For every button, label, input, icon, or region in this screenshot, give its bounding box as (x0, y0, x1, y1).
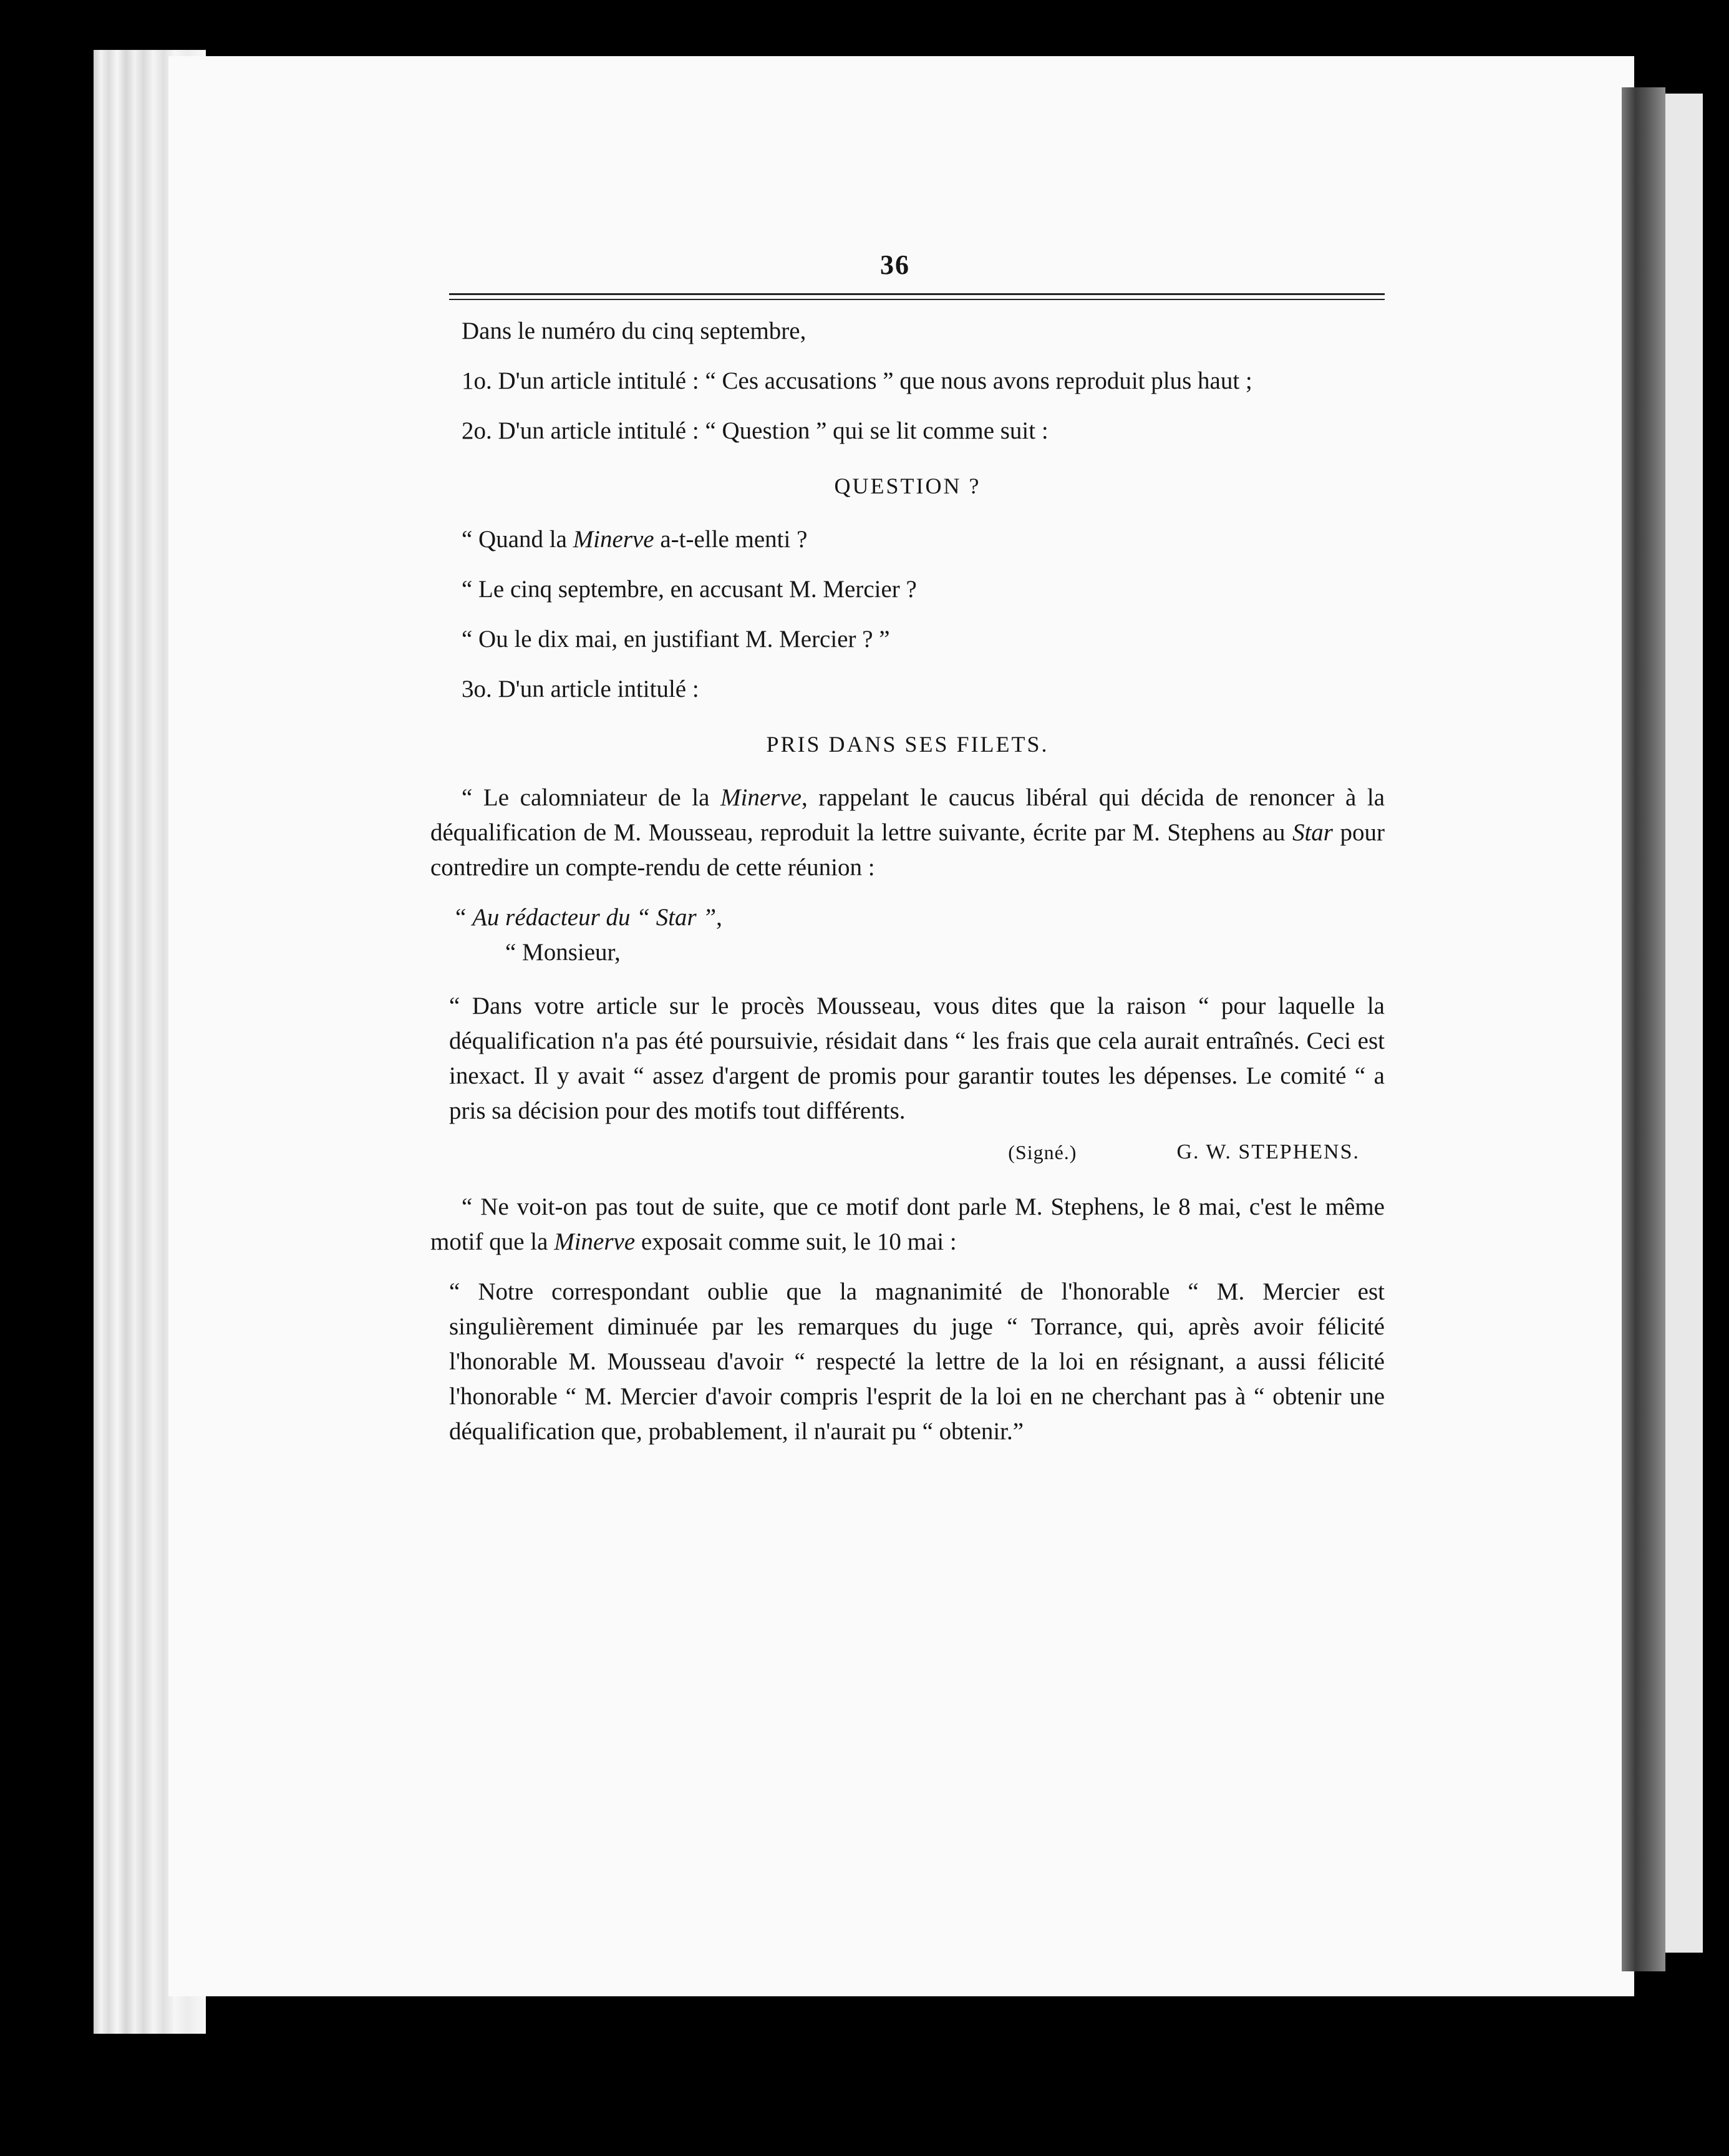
paragraph-ne-voit-on-pas (430, 1190, 1385, 1260)
question-line-1-text-a: “ Quand la (462, 526, 573, 553)
quoted-minerve-excerpt: “ Notre correspondant oublie que la magnanimité de l'honorable “ M. Mercier est singulièrement diminuée par les remarques du juge “ Torrance, qui, après avoir félicité l'honorable M. Mousseau d'avoir “ respecté la lettre de la loi en résignant, a aussi félicité l'honorable “ M. Mercier d'avoir compris l'esprit de la loi en ne cherchant pas à “ obtenir une déqualification que, probablement, il n'aurait pu “ obtenir.” (449, 1278, 1385, 1445)
question-line-1-emphasis: Minerve (573, 526, 654, 553)
letter-address-emphasis: Au rédacteur du “ Star ” (472, 904, 717, 931)
paragraph-item-1: 1o. D'un article intitulé : “ Ces accusations ” que nous avons reproduit plus haut ; (462, 367, 1252, 394)
paragraph-calomniateur-text-a: “ Le calomniateur de la (462, 784, 721, 811)
paragraph-ne-voit-on-pas-emphasis: Minerve (554, 1228, 636, 1255)
paragraph-ne-voit-on-pas-text-b: exposait comme suit, le 10 mai : (635, 1228, 957, 1255)
book-gutter (1622, 87, 1665, 1971)
paragraph-ne-voit-on-pas-text-a: “ Ne voit-on pas tout de suite, que ce motif dont parle M. Stephens, le 8 mai, c'est le même motif que la (430, 1193, 1385, 1255)
paragraph-item-3: 3o. D'un article intitulé : (462, 676, 699, 702)
question-line-1 (430, 522, 1385, 557)
letter-salutation: “ Monsieur, (505, 939, 621, 966)
page-number: 36 (880, 250, 910, 280)
paragraph-calomniateur-emphasis-2: Star (1292, 819, 1333, 846)
question-line-1-text-b: a-t-elle menti ? (654, 526, 808, 553)
header-rule (449, 293, 1385, 300)
paragraph-item-2: 2o. D'un article intitulé : “ Question ” qui se lit comme suit : (462, 417, 1049, 444)
paragraph-calomniateur-text-c: pour contredire un compte-rendu de cette réunion : (430, 819, 1385, 881)
heading-pris-dans-ses-filets: PRIS DANS SES FILETS. (766, 732, 1049, 757)
signature-name: G. W. STEPHENS. (1176, 1140, 1360, 1163)
paragraph-calomniateur-text-b: , rappelant le caucus libéral qui décida de renoncer à la déqualification de M. Mousseau, reproduit la lettre suivante, écrite par M. Stephens au (430, 784, 1385, 846)
letter-body: “ Dans votre article sur le procès Mousseau, vous dites que la raison “ pour laquelle la déqualification n'a pas été poursuivie, résidait dans “ les frais que cela aurait entraînés. Ceci est inexact. Il y avait “ assez d'argent de promis pour garantir toutes les dépenses. Le comité “ a pris sa décision pour des motifs tout différents. (449, 993, 1385, 1124)
paragraph-calomniateur-emphasis-1: Minerve (720, 784, 802, 811)
paragraph-intro: Dans le numéro du cinq septembre, (462, 318, 806, 344)
facing-page-edge (1665, 94, 1703, 1953)
signature-label: (Signé.) (1008, 1141, 1077, 1163)
letter-address-text-b: , (716, 904, 722, 931)
letter-signature (430, 1135, 1360, 1170)
letter-address-text-a: “ (455, 904, 473, 931)
page-content (430, 237, 1385, 1449)
question-line-3: “ Ou le dix mai, en justifiant M. Mercier ? ” (462, 626, 890, 653)
question-line-2: “ Le cinq septembre, en accusant M. Mercier ? (462, 576, 917, 603)
heading-question: QUESTION ? (834, 473, 981, 498)
paragraph-calomniateur (430, 780, 1385, 885)
letter-address (430, 900, 1385, 935)
